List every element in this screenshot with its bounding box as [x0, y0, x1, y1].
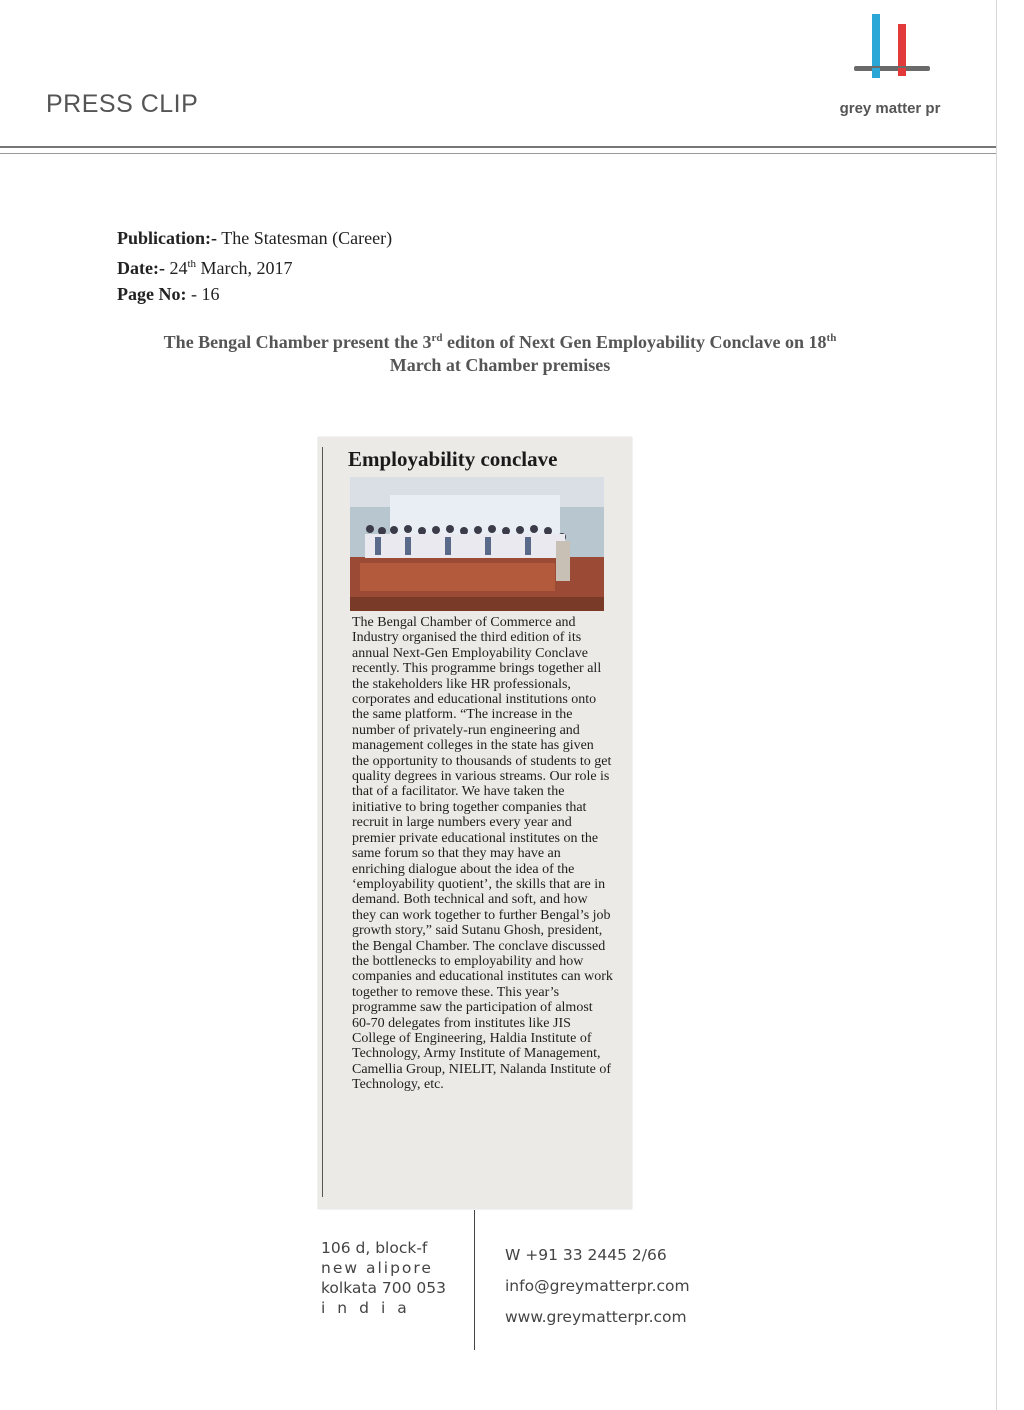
group-photo	[350, 477, 604, 611]
page-title: PRESS CLIP	[46, 90, 199, 118]
clipping-column-rule	[322, 447, 323, 1197]
date-label: Date:-	[117, 258, 165, 278]
page-label: Page No:	[117, 284, 187, 304]
header-rule-thin	[0, 153, 996, 154]
page-edge	[996, 0, 997, 1410]
website-link[interactable]: www.greymatterpr.com	[505, 1308, 687, 1326]
publication-line	[117, 225, 392, 251]
address-line: 106 d, block-f	[321, 1239, 428, 1257]
headline-part1: The Bengal Chamber present the 3	[163, 332, 432, 352]
footer-address	[321, 1238, 446, 1318]
clipping-headline: Employability conclave	[348, 447, 558, 471]
email-link[interactable]: info@greymatterpr.com	[505, 1277, 690, 1295]
headline-part2: editon of Next Gen Employability Conclave on 18	[447, 332, 827, 352]
publication-label: Publication:-	[117, 228, 218, 248]
headline-part3: March at Chamber premises	[389, 355, 611, 375]
phone-number: W +91 33 2445 2/66	[505, 1246, 667, 1264]
header-rule	[0, 146, 996, 148]
footer-divider	[474, 1210, 475, 1350]
page-value: - 16	[190, 284, 220, 304]
clipping-body: The Bengal Chamber of Commerce and Industry organised the third edition of its annual Next-Gen Employability Conclave recently. This programme brings together all the stakeholders like HR professionals, corporates and educational institutions onto the same platform. “The increase in the number of privately-run engineering and management colleges in the state has given the opportunity to thousands of students to get quality degrees in various streams. Our role is that of a facilitator. We have taken the initiative to bring together companies that recruit in large numbers every year and premier private educational institutes on the same forum so that they may have an enriching dialogue about the idea of the ‘employability quotient’, the skills that are in demand. Both technical and soft, and how they can work together to further Bengal’s job growth story,” said Sutanu Ghosh, president, the Bengal Chamber. The conclave discussed the bottlenecks to employability and how companies and educational institutes can work together to remove these. This year’s programme saw the participation of almost 60-70 delegates from institutes like JIS College of Engineering, Haldia Institute of Technology, Army Institute of Management, Camellia Group, NIELIT, Nalanda Institute of Technology, etc.	[352, 615, 613, 1093]
footer-contact	[505, 1240, 690, 1333]
address-line: india	[321, 1299, 419, 1317]
newspaper-clipping	[318, 437, 632, 1209]
grey-matter-logo	[850, 10, 940, 80]
publication-meta	[117, 225, 392, 307]
date-rest: March, 2017	[200, 258, 293, 278]
date-day: 24	[169, 258, 188, 278]
address-line: new alipore	[321, 1259, 433, 1277]
logo-text: grey matter pr	[839, 100, 941, 117]
date-suffix: th	[187, 258, 197, 270]
publication-value: The Statesman (Career)	[221, 228, 393, 248]
page-line	[117, 281, 392, 307]
date-line	[117, 251, 392, 281]
address-line: kolkata 700 053	[321, 1279, 447, 1297]
headline-sup2: th	[826, 332, 837, 344]
clip-summary-headline	[100, 327, 900, 377]
headline-sup1: rd	[431, 332, 443, 344]
